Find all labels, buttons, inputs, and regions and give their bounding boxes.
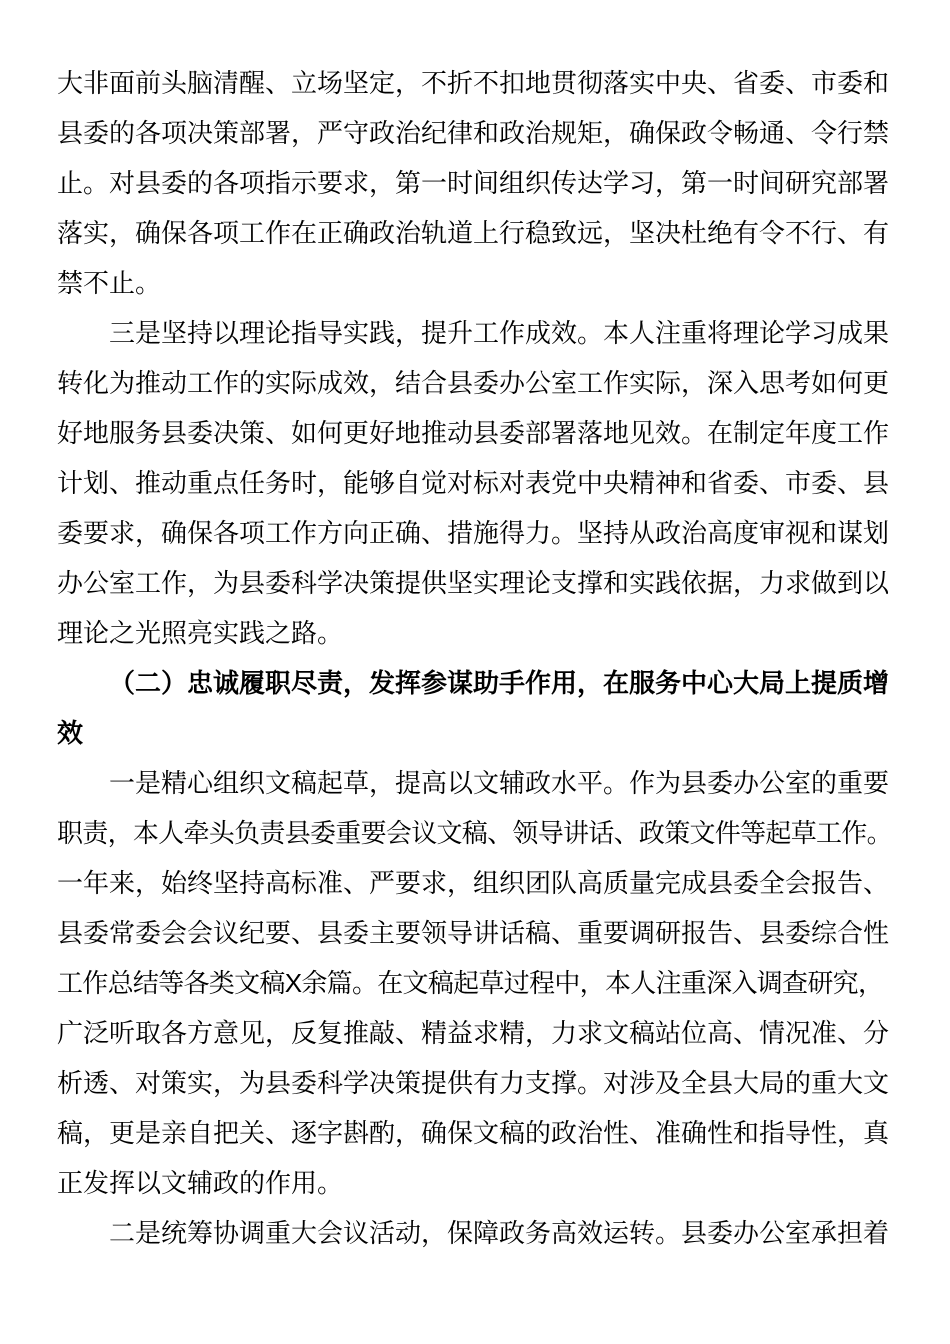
- text-line: 一年来，始终坚持高标准、严要求，组织团队高质量完成县委全会报告、: [57, 868, 890, 898]
- text-line: 职责，本人牵头负责县委重要会议文稿、领导讲话、政策文件等起草工作。: [57, 818, 892, 848]
- text-line: （二）忠诚履职尽责，发挥参谋助手作用，在服务中心大局上提质增: [109, 668, 890, 698]
- text-line: 计划、推动重点任务时，能够自觉对标对表党中央精神和省委、市委、县: [57, 468, 890, 498]
- body-paragraph: [57, 1208, 893, 1258]
- text-line: 稿，更是亲自把关、逐字斟酌，确保文稿的政治性、准确性和指导性，真: [57, 1118, 890, 1148]
- text-line: 析透、对策实，为县委科学决策提供有力支撑。对涉及全县大局的重大文: [57, 1068, 890, 1098]
- text-line: 三是坚持以理论指导实践，提升工作成效。本人注重将理论学习成果: [109, 318, 890, 348]
- section-heading: [57, 658, 893, 758]
- text-line: 县委常委会会议纪要、县委主要领导讲话稿、重要调研报告、县委综合性: [57, 918, 890, 948]
- body-paragraph: [57, 308, 893, 658]
- text-line: 正发挥以文辅政的作用。: [57, 1168, 344, 1198]
- text-line: 止。对县委的各项指示要求，第一时间组织传达学习，第一时间研究部署: [57, 168, 890, 198]
- text-line: 委要求，确保各项工作方向正确、措施得力。坚持从政治高度审视和谋划: [57, 518, 890, 548]
- text-line: 县委的各项决策部署，严守政治纪律和政治规矩，确保政令畅通、令行禁: [57, 118, 890, 148]
- text-line: 二是统筹协调重大会议活动，保障政务高效运转。县委办公室承担着: [109, 1218, 890, 1248]
- text-line: 广泛听取各方意见，反复推敲、精益求精，力求文稿站位高、情况准、分: [57, 1018, 890, 1048]
- text-line: 一是精心组织文稿起草，提高以文辅政水平。作为县委办公室的重要: [109, 768, 890, 798]
- text-line: 落实，确保各项工作在正确政治轨道上行稳致远，坚决杜绝有令不行、有: [57, 218, 890, 248]
- text-line: 办公室工作，为县委科学决策提供坚实理论支撑和实践依据，力求做到以: [57, 568, 890, 598]
- text-line: 大非面前头脑清醒、立场坚定，不折不扣地贯彻落实中央、省委、市委和: [57, 68, 890, 98]
- text-line: 工作总结等各类文稿X余篇。在文稿起草过程中，本人注重深入调查研究，: [57, 968, 884, 998]
- document-text: [57, 58, 893, 1258]
- text-line: 转化为推动工作的实际成效，结合县委办公室工作实际，深入思考如何更: [57, 368, 890, 398]
- text-line: 好地服务县委决策、如何更好地推动县委部署落地见效。在制定年度工作: [57, 418, 890, 448]
- body-paragraph: [57, 58, 893, 308]
- text-line: 效: [57, 718, 84, 748]
- text-line: 理论之光照亮实践之路。: [57, 618, 344, 648]
- body-paragraph: [57, 758, 893, 1208]
- text-line: 禁不止。: [57, 268, 162, 298]
